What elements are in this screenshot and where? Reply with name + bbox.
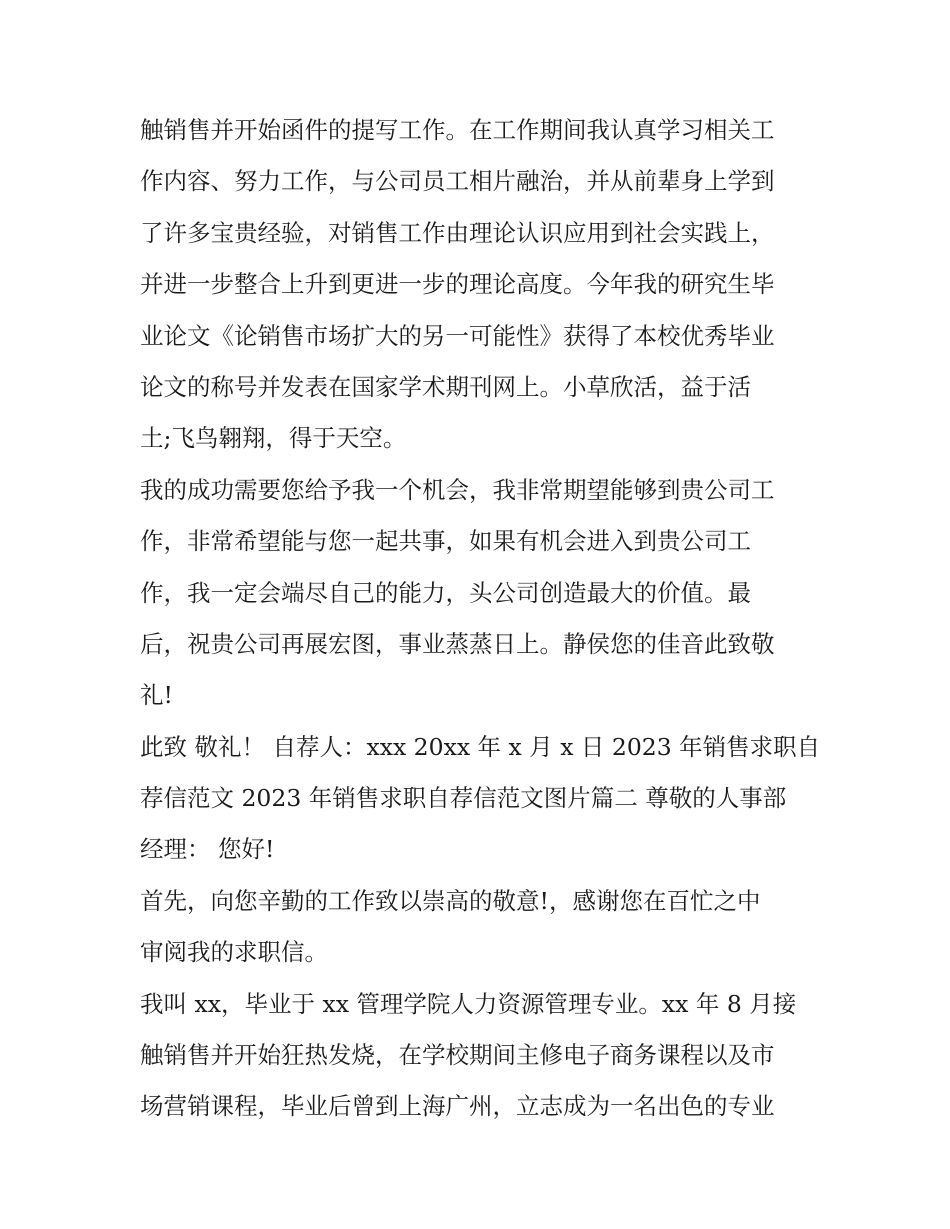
text-line: 礼!	[140, 681, 173, 710]
text-line: 了许多宝贵经验，对销售工作由理论认识应用到社会实践上，	[140, 218, 775, 247]
text-line: 土;飞鸟翱翔，得于天空。	[140, 424, 407, 453]
text-line: 我的成功需要您给予我一个机会，我非常期望能够到贵公司工	[140, 475, 775, 504]
text-line: 审阅我的求职信。	[140, 938, 328, 967]
text-line: 首先，向您辛勤的工作致以崇高的敬意!，感谢您在百忙之中	[140, 886, 761, 915]
text-line: 论文的称号并发表在国家学术期刊网上。小草欣活，益于活	[140, 372, 751, 401]
text-line: 此致 敬礼！ 自荐人：xxx 20xx 年 x 月 x 日 2023 年销售求职自	[140, 732, 821, 761]
text-line: 触销售并开始狂热发烧，在学校期间主修电子商务课程以及市	[140, 1041, 775, 1070]
text-line: 触销售并开始函件的提写工作。在工作期间我认真学习相关工	[140, 116, 775, 144]
text-line: 场营销课程，毕业后曾到上海广州，立志成为一名出色的专业	[140, 1092, 775, 1121]
text-line: 作内容、努力工作，与公司员工相片融治，并从前辈身上学到	[140, 167, 775, 196]
text-line: 并进一步整合上升到更进一步的理论高度。今年我的研究生毕	[140, 270, 775, 299]
text-line: 业论文《论销售市场扩大的另一可能性》获得了本校优秀毕业	[140, 321, 775, 350]
text-line: 经理： 您好!	[140, 835, 275, 864]
text-line: 我叫 xx，毕业于 xx 管理学院人力资源管理专业。xx 年 8 月接	[140, 989, 797, 1018]
text-line: 作，我一定会端尽自己的能力，头公司创造最大的价值。最	[140, 578, 751, 607]
letter-body-text	[140, 105, 820, 1133]
text-line: 荐信范文 2023 年销售求职自荐信范文图片篇二 尊敬的人事部	[140, 784, 787, 813]
text-line: 作，非常希望能与您一起共事，如果有机会进入到贵公司工	[140, 527, 751, 556]
text-line: 后，祝贵公司再展宏图，事业蒸蒸日上。静侯您的佳音此致敬	[140, 629, 775, 658]
